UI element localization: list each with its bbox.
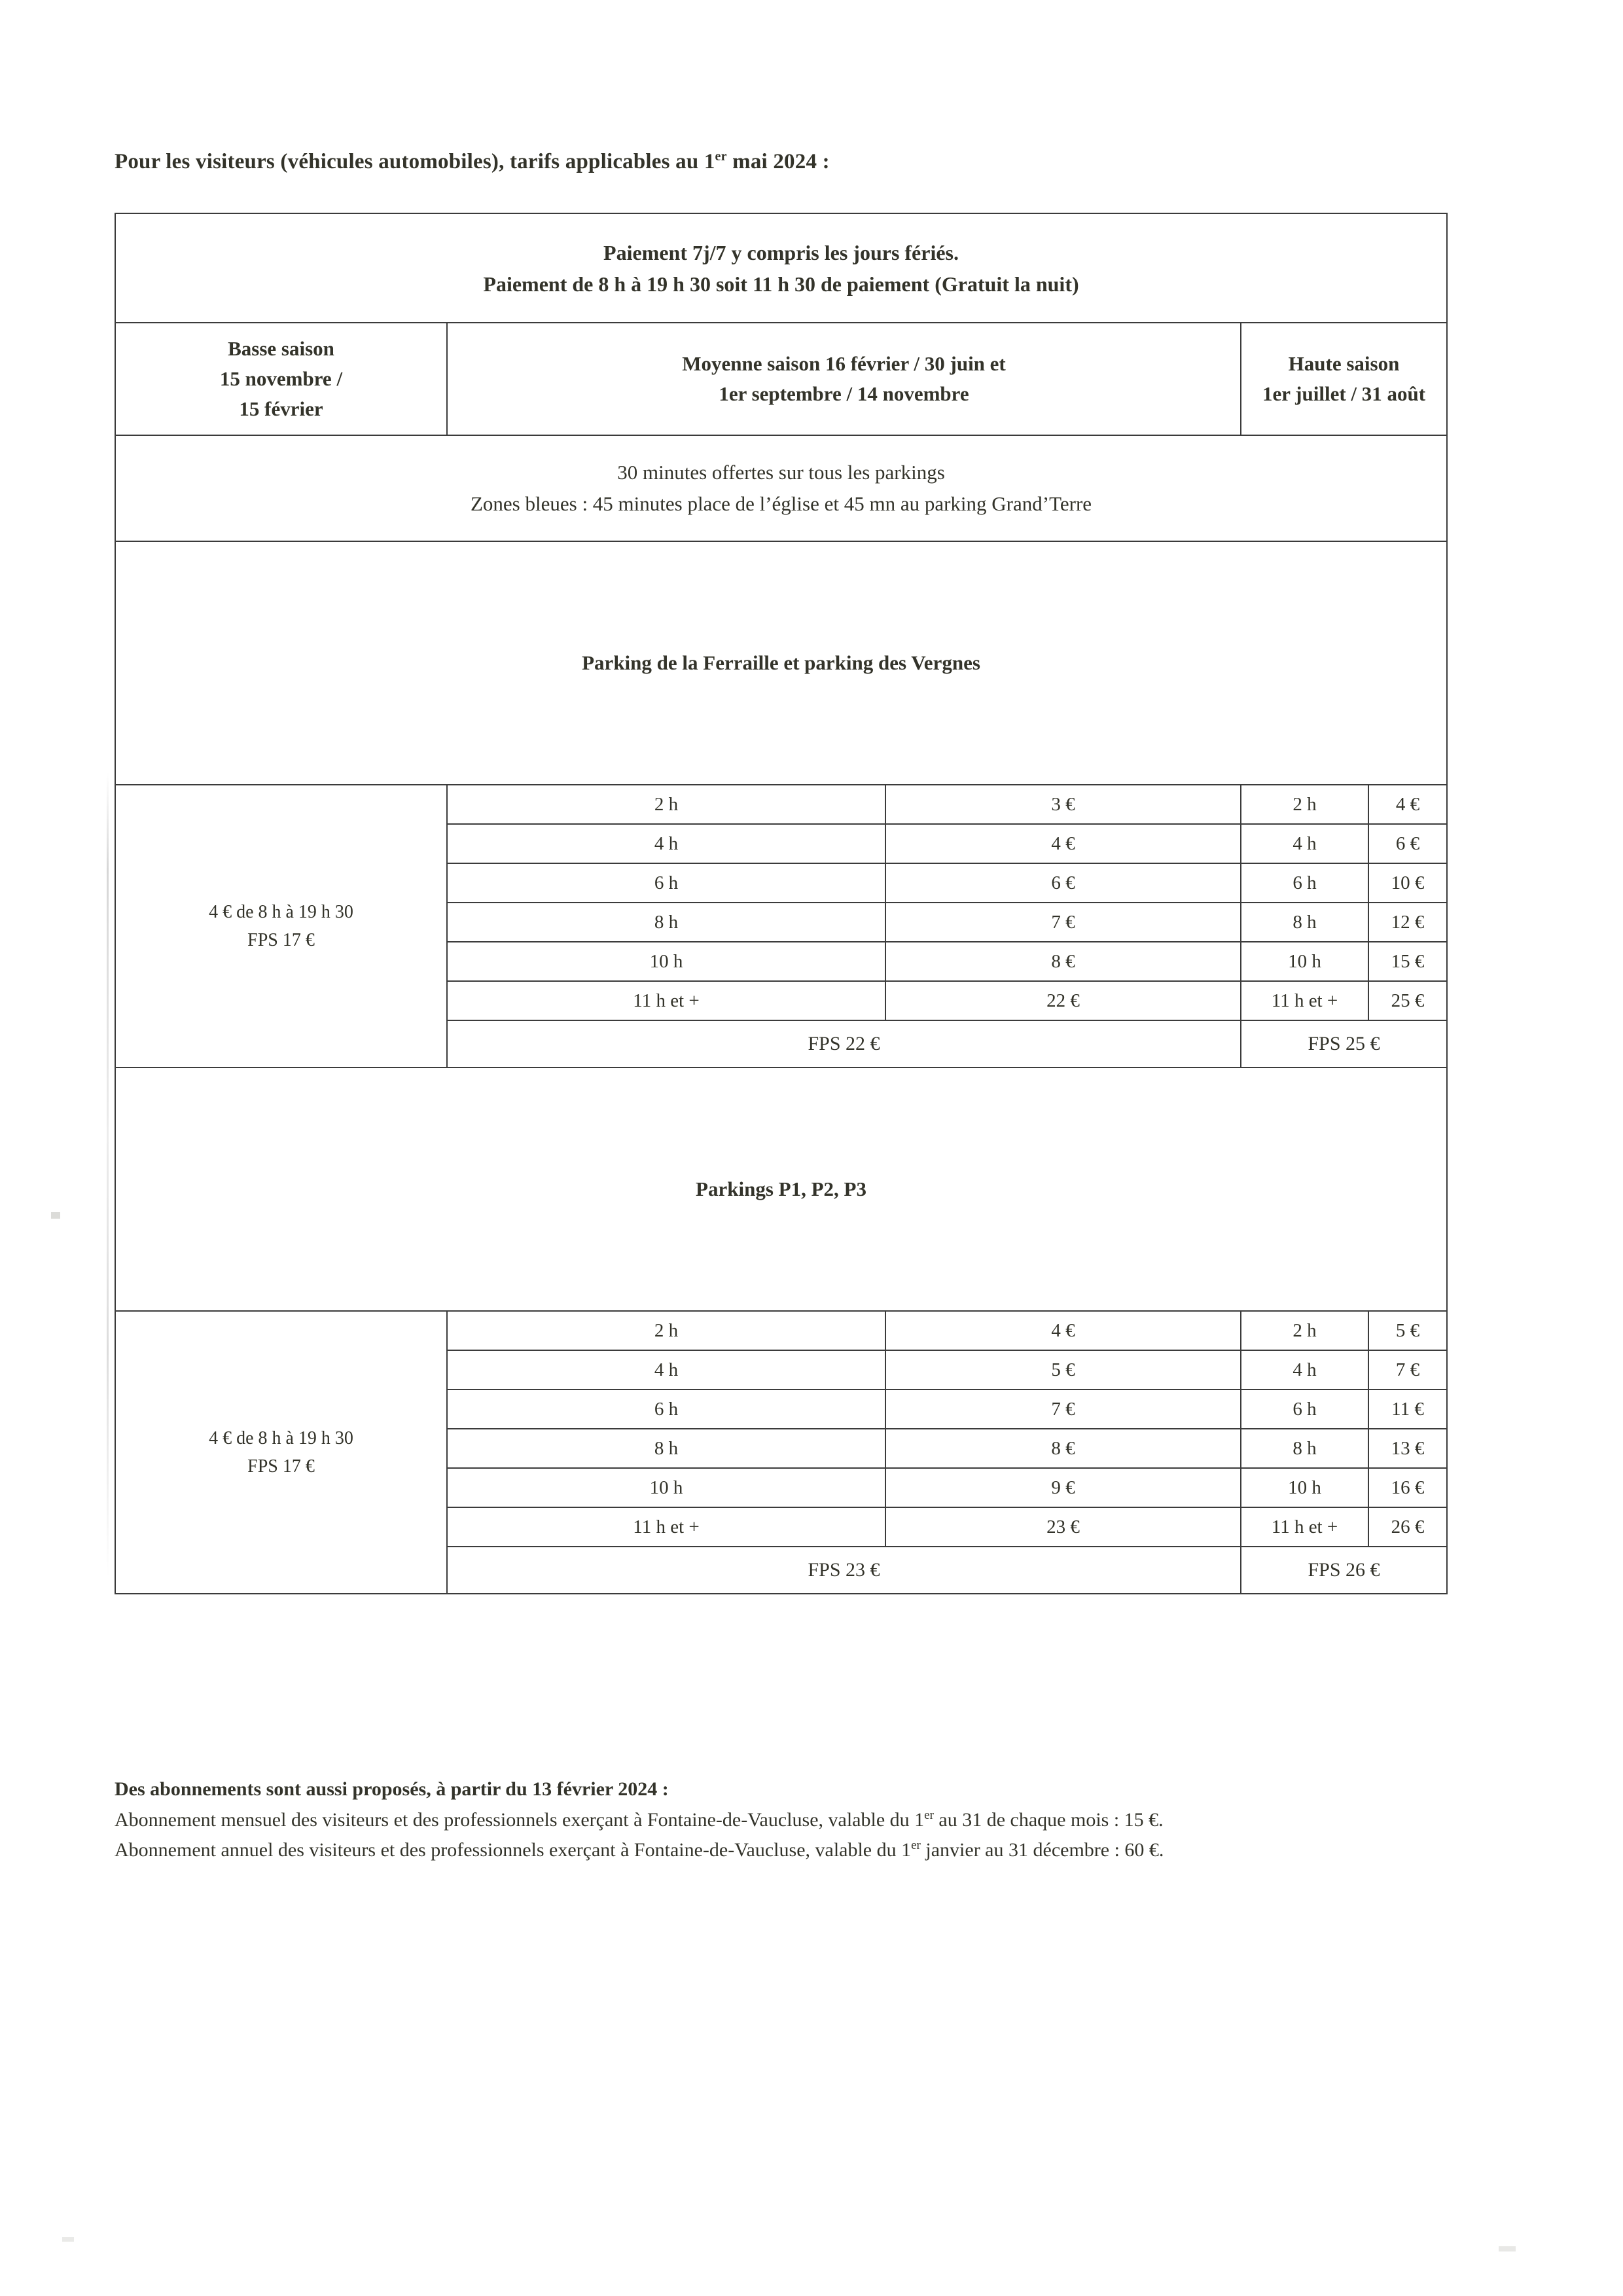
- season-low-line-2: 15 novembre /: [219, 367, 343, 391]
- rate-duration-mid: 2 h: [447, 785, 885, 824]
- scan-artifact-line: [107, 772, 109, 1577]
- rate-duration-high: 11 h et +: [1241, 981, 1368, 1020]
- rate-price-high: 4 €: [1368, 785, 1447, 824]
- rate-price-mid: 8 €: [885, 1429, 1241, 1468]
- scan-artifact-speck: [1499, 2246, 1516, 2251]
- season-header-high: [1241, 323, 1447, 435]
- table-row-free-notice: [115, 435, 1447, 541]
- scan-artifact-speck: [62, 2237, 74, 2242]
- monthly-ordinal: er: [924, 1808, 934, 1823]
- rate-duration-mid: 6 h: [447, 863, 885, 903]
- rate-duration-high: 8 h: [1241, 903, 1368, 942]
- low-season-rate-ferraille: [115, 785, 447, 1067]
- rate-duration-high: 4 h: [1241, 824, 1368, 863]
- season-mid-line-1: Moyenne saison 16 février / 30 juin et: [682, 352, 1006, 376]
- rate-duration-mid: 11 h et +: [447, 1507, 885, 1547]
- rate-price-high: 16 €: [1368, 1468, 1447, 1507]
- fps-high-season: FPS 25 €: [1241, 1020, 1447, 1067]
- rate-duration-high: 10 h: [1241, 942, 1368, 981]
- rate-price-mid: 5 €: [885, 1350, 1241, 1390]
- low-rate-line-2: FPS 17 €: [247, 930, 315, 950]
- season-low-line-1: Basse saison: [228, 337, 334, 361]
- table-row: [115, 785, 1447, 824]
- free-notice-line-1: 30 minutes offertes sur tous les parkings: [617, 460, 945, 484]
- rate-duration-mid: 2 h: [447, 1311, 885, 1350]
- annual-part-2: janvier au 31 décembre : 60 €.: [920, 1839, 1164, 1861]
- rate-duration-high: 4 h: [1241, 1350, 1368, 1390]
- table-row-season-headers: [115, 323, 1447, 435]
- intro-suffix: mai 2024 :: [726, 150, 830, 173]
- rate-price-mid: 8 €: [885, 942, 1241, 981]
- rate-duration-mid: 4 h: [447, 824, 885, 863]
- rate-duration-high: 8 h: [1241, 1429, 1368, 1468]
- table-row-section-title: [115, 541, 1447, 785]
- page-title: [115, 149, 830, 174]
- rate-price-high: 25 €: [1368, 981, 1447, 1020]
- season-high-line-2: 1er juillet / 31 août: [1262, 382, 1426, 405]
- subscriptions-section: [115, 1775, 1518, 1866]
- season-low-line-3: 15 février: [239, 397, 323, 420]
- rate-price-high: 10 €: [1368, 863, 1447, 903]
- monthly-part-1: Abonnement mensuel des visiteurs et des professionnels exerçant à Fontaine-de-Vaucluse, valable du 1: [115, 1809, 925, 1831]
- rate-duration-mid: 10 h: [447, 1468, 885, 1507]
- table-row: [115, 1311, 1447, 1350]
- rate-duration-mid: 8 h: [447, 903, 885, 942]
- banner-line-2: Paiement de 8 h à 19 h 30 soit 11 h 30 de paiement (Gratuit la nuit): [483, 272, 1079, 296]
- fps-mid-season: FPS 23 €: [447, 1547, 1241, 1594]
- rate-price-mid: 9 €: [885, 1468, 1241, 1507]
- table-row-banner: [115, 213, 1447, 323]
- scan-artifact-speck: [51, 1212, 60, 1219]
- rate-duration-mid: 6 h: [447, 1390, 885, 1429]
- season-header-mid: [447, 323, 1241, 435]
- subscription-monthly: [115, 1806, 1518, 1835]
- monthly-part-2: au 31 de chaque mois : 15 €.: [933, 1809, 1164, 1831]
- low-rate-line-2: FPS 17 €: [247, 1456, 315, 1477]
- low-rate-line-1: 4 € de 8 h à 19 h 30: [209, 1427, 353, 1448]
- rate-price-high: 5 €: [1368, 1311, 1447, 1350]
- rate-duration-high: 6 h: [1241, 1390, 1368, 1429]
- rate-price-mid: 7 €: [885, 1390, 1241, 1429]
- rate-price-high: 15 €: [1368, 942, 1447, 981]
- rate-duration-mid: 8 h: [447, 1429, 885, 1468]
- rate-price-mid: 22 €: [885, 981, 1241, 1020]
- section-title-p1-p2-p3: Parkings P1, P2, P3: [115, 1067, 1447, 1311]
- table-row-section-title: [115, 1067, 1447, 1311]
- payment-banner: [115, 213, 1447, 323]
- fps-high-season: FPS 26 €: [1241, 1547, 1447, 1594]
- rate-price-mid: 3 €: [885, 785, 1241, 824]
- rate-duration-high: 2 h: [1241, 785, 1368, 824]
- rate-duration-high: 2 h: [1241, 1311, 1368, 1350]
- low-rate-line-1: 4 € de 8 h à 19 h 30: [209, 901, 353, 922]
- low-season-rate-p1-p2-p3: [115, 1311, 447, 1594]
- annual-ordinal: er: [911, 1839, 921, 1853]
- rate-price-mid: 7 €: [885, 903, 1241, 942]
- rate-price-high: 11 €: [1368, 1390, 1447, 1429]
- free-notice-line-2: Zones bleues : 45 minutes place de l’église et 45 mn au parking Grand’Terre: [470, 492, 1092, 515]
- banner-line-1: Paiement 7j/7 y compris les jours fériés.: [603, 240, 959, 264]
- rate-duration-mid: 4 h: [447, 1350, 885, 1390]
- rate-duration-mid: 11 h et +: [447, 981, 885, 1020]
- tariff-table: [115, 213, 1448, 1594]
- rate-price-mid: 6 €: [885, 863, 1241, 903]
- season-mid-line-2: 1er septembre / 14 novembre: [719, 382, 969, 405]
- rate-duration-high: 6 h: [1241, 863, 1368, 903]
- season-high-line-1: Haute saison: [1288, 352, 1400, 376]
- rate-price-mid: 4 €: [885, 824, 1241, 863]
- rate-price-mid: 23 €: [885, 1507, 1241, 1547]
- rate-price-high: 12 €: [1368, 903, 1447, 942]
- rate-price-high: 13 €: [1368, 1429, 1447, 1468]
- intro-ordinal: er: [715, 149, 727, 164]
- rate-duration-high: 11 h et +: [1241, 1507, 1368, 1547]
- section-title-ferraille: Parking de la Ferraille et parking des Vergnes: [115, 541, 1447, 785]
- rate-price-mid: 4 €: [885, 1311, 1241, 1350]
- rate-duration-high: 10 h: [1241, 1468, 1368, 1507]
- annual-part-1: Abonnement annuel des visiteurs et des professionnels exerçant à Fontaine-de-Vaucluse, valable du 1: [115, 1839, 912, 1861]
- subscriptions-heading: Des abonnements sont aussi proposés, à partir du 13 février 2024 :: [115, 1778, 669, 1800]
- free-parking-notice: [115, 435, 1447, 541]
- rate-duration-mid: 10 h: [447, 942, 885, 981]
- intro-prefix: Pour les visiteurs (véhicules automobiles), tarifs applicables au 1: [115, 150, 715, 173]
- rate-price-high: 6 €: [1368, 824, 1447, 863]
- fps-mid-season: FPS 22 €: [447, 1020, 1241, 1067]
- season-header-low: [115, 323, 447, 435]
- rate-price-high: 7 €: [1368, 1350, 1447, 1390]
- rate-price-high: 26 €: [1368, 1507, 1447, 1547]
- subscription-annual: [115, 1836, 1518, 1865]
